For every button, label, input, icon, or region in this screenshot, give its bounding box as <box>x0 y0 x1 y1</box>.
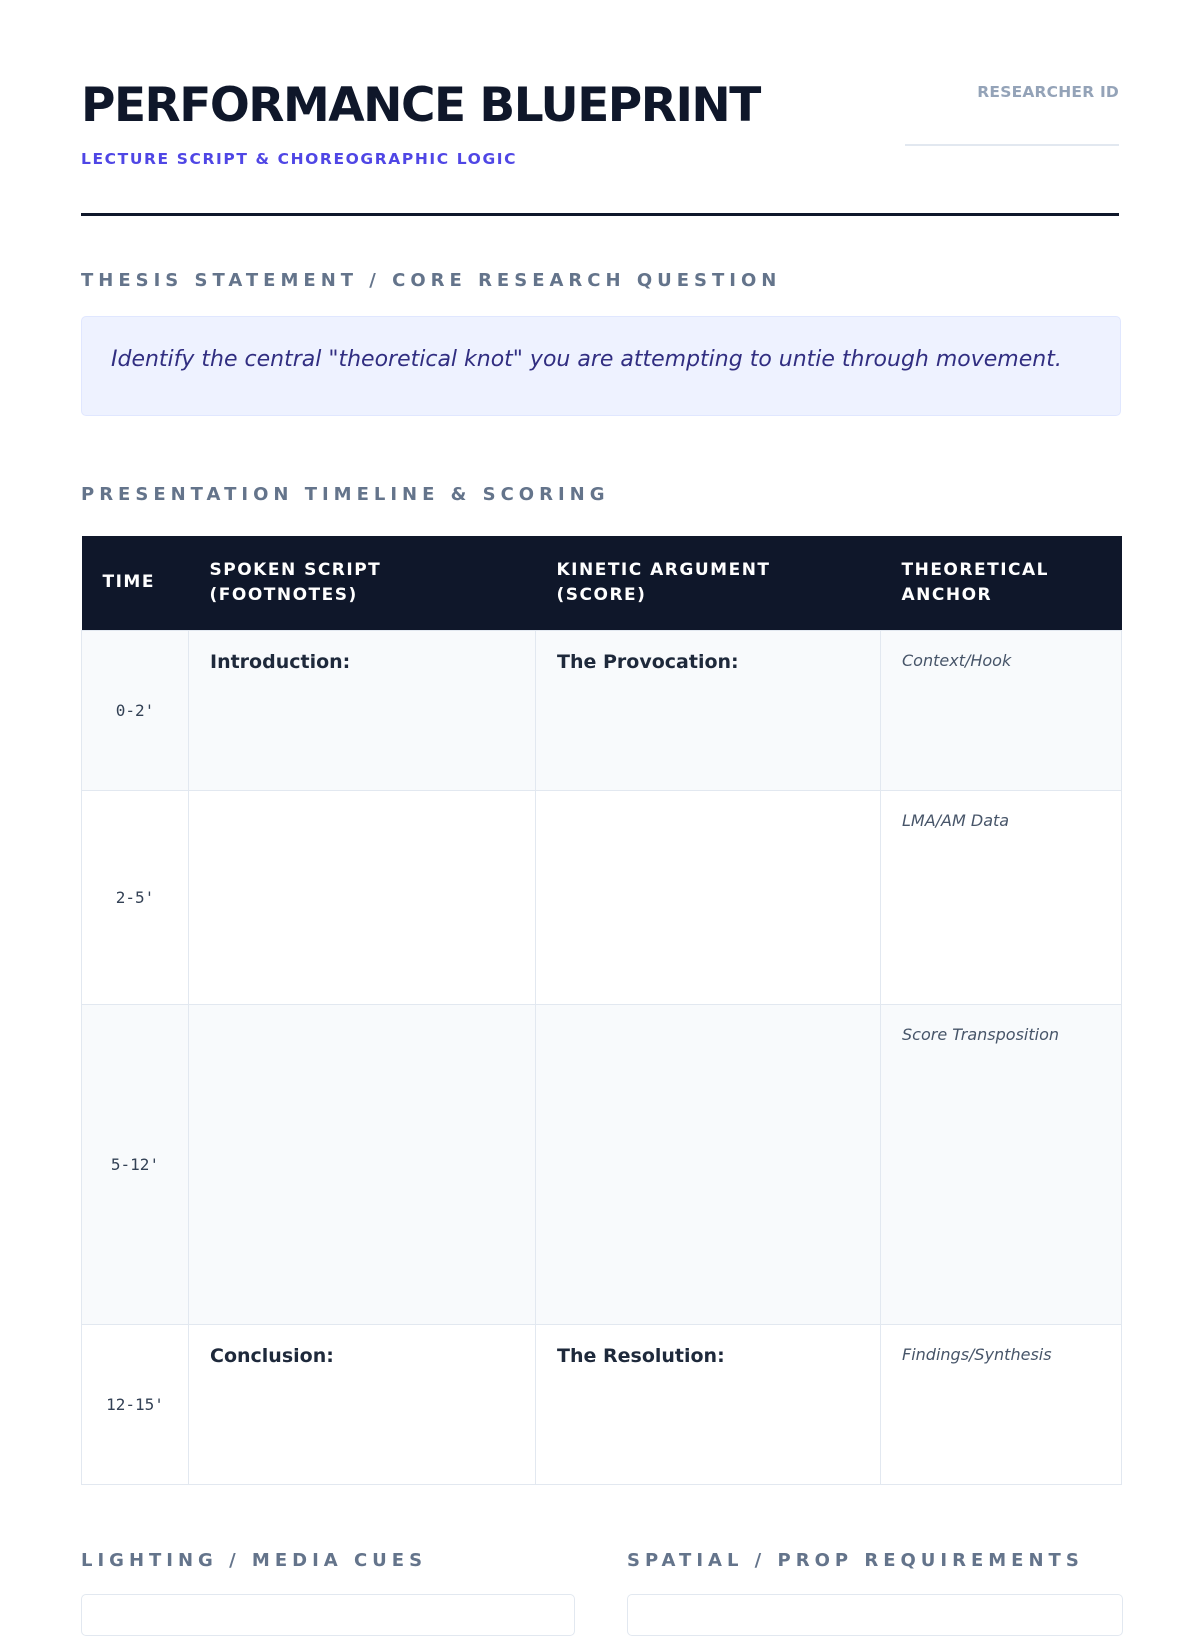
page-title: PERFORMANCE BLUEPRINT <box>81 78 760 133</box>
anchor-cell[interactable] <box>881 790 1122 1004</box>
thesis-box[interactable] <box>81 316 1121 416</box>
timeline-header-row <box>82 536 1122 630</box>
column-header-time: TIME <box>82 536 189 630</box>
script-cell[interactable] <box>189 1004 536 1324</box>
researcher-id-label: RESEARCHER ID <box>977 83 1119 101</box>
script-cell-heading: Introduction: <box>210 650 351 673</box>
table-row <box>82 1324 1122 1484</box>
timeline-section-label: PRESENTATION TIMELINE & SCORING <box>81 484 610 505</box>
thesis-prompt: Identify the central "theoretical knot" you are attempting to untie through movement. <box>111 347 1062 372</box>
anchor-cell-text: Score Transposition <box>902 1024 1060 1044</box>
table-row <box>82 1004 1122 1324</box>
time-cell: 0-2' <box>82 630 189 790</box>
column-header-kinetic: KINETIC ARGUMENT (SCORE) <box>536 536 881 630</box>
anchor-cell-text: Context/Hook <box>902 650 1012 670</box>
spatial-section-label: SPATIAL / PROP REQUIREMENTS <box>627 1550 1084 1571</box>
column-header-anchor: THEORETICAL ANCHOR <box>881 536 1122 630</box>
lighting-cues-box[interactable] <box>81 1594 575 1636</box>
column-header-script: SPOKEN SCRIPT (FOOTNOTES) <box>189 536 536 630</box>
anchor-cell-text: LMA/AM Data <box>902 810 1010 830</box>
script-cell[interactable] <box>189 1324 536 1484</box>
researcher-id-field[interactable] <box>905 144 1119 146</box>
table-row <box>82 790 1122 1004</box>
anchor-cell[interactable] <box>881 1004 1122 1324</box>
kinetic-cell[interactable] <box>536 1004 881 1324</box>
script-cell[interactable] <box>189 630 536 790</box>
lighting-section-label: LIGHTING / MEDIA CUES <box>81 1550 428 1571</box>
time-cell: 2-5' <box>82 790 189 1004</box>
document-header <box>81 0 1119 216</box>
timeline-table <box>81 536 1122 1485</box>
time-cell: 5-12' <box>82 1004 189 1324</box>
table-row <box>82 630 1122 790</box>
kinetic-cell[interactable] <box>536 630 881 790</box>
thesis-section-label: THESIS STATEMENT / CORE RESEARCH QUESTION <box>81 270 782 291</box>
page-subtitle: LECTURE SCRIPT & CHOREOGRAPHIC LOGIC <box>81 150 518 168</box>
time-cell: 12-15' <box>82 1324 189 1484</box>
script-cell-heading: Conclusion: <box>210 1344 334 1367</box>
kinetic-cell-heading: The Resolution: <box>557 1344 725 1367</box>
script-cell[interactable] <box>189 790 536 1004</box>
kinetic-cell-heading: The Provocation: <box>557 650 739 673</box>
kinetic-cell[interactable] <box>536 1324 881 1484</box>
kinetic-cell[interactable] <box>536 790 881 1004</box>
anchor-cell-text: Findings/Synthesis <box>902 1344 1052 1364</box>
spatial-requirements-box[interactable] <box>627 1594 1123 1636</box>
anchor-cell[interactable] <box>881 630 1122 790</box>
anchor-cell[interactable] <box>881 1324 1122 1484</box>
